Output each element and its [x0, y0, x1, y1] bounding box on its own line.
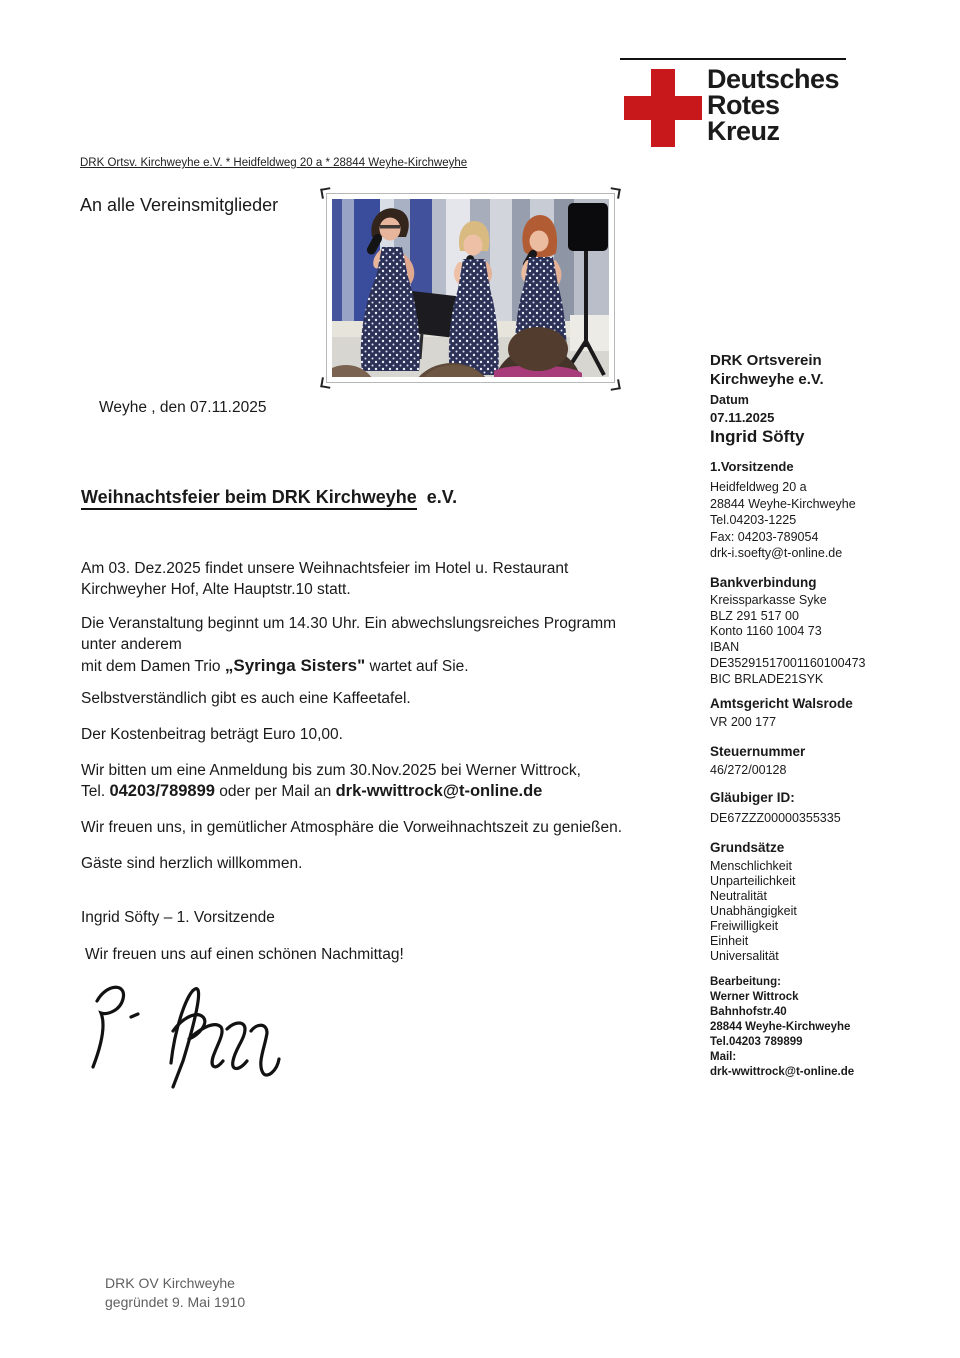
- registration-email: drk-wwittrock@t-online.de: [335, 782, 543, 800]
- paragraph-program: [81, 613, 616, 677]
- sidebar-date-value: 07.11.2025: [710, 410, 775, 425]
- trio-name: „Syringa Sisters": [224, 656, 366, 675]
- paragraph-line: Kirchweyher Hof, Alte Hauptstr.10 statt.: [81, 581, 351, 598]
- sidebar-editor-block: [710, 975, 854, 1080]
- logo-line-1: Deutsches: [707, 64, 840, 94]
- paragraph-line: oder per Mail an: [214, 783, 336, 800]
- paragraph-coffee: Selbstverständlich gibt es auch eine Kaffeetafel.: [81, 690, 411, 707]
- red-cross-icon: [624, 69, 702, 147]
- sidebar-chair-role: 1.Vorsitzende: [710, 459, 794, 474]
- sidebar-org-line1: DRK Ortsverein: [710, 352, 822, 369]
- sidebar-date-label: Datum: [710, 393, 749, 407]
- sidebar-email: drk-i.soefty@t-online.de: [710, 546, 843, 560]
- principle-item: Unabhängigkeit: [710, 904, 797, 918]
- subject-underlined: Weihnachtsfeier beim DRK Kirchweyhe: [81, 487, 417, 510]
- paragraph-line: Tel.: [81, 783, 110, 800]
- paragraph-registration: [81, 760, 581, 802]
- event-photo: [326, 193, 615, 383]
- signature-image: [75, 975, 305, 1090]
- principle-item: Universalität: [710, 949, 779, 963]
- recipient-line: An alle Vereinsmitglieder: [80, 195, 279, 215]
- sidebar-phone: Tel.04203-1225: [710, 513, 797, 527]
- paragraph-line: wartet auf Sie.: [365, 658, 469, 675]
- sidebar-editor-street: Bahnhofstr.40: [710, 1006, 787, 1018]
- registration-phone: 04203/789899: [109, 782, 215, 800]
- sidebar-bank-konto: Konto 1160 1004 73: [710, 624, 822, 639]
- sidebar-editor-label: Bearbeitung:: [710, 976, 781, 988]
- sidebar-editor-phone: Tel.04203 789899: [710, 1036, 803, 1048]
- paragraph-line: Wir bitten um eine Anmeldung bis zum 30.Nov.2025 bei Werner Wittrock,: [81, 762, 581, 779]
- principle-item: Menschlichkeit: [710, 859, 792, 873]
- paragraph-guests: Gäste sind herzlich willkommen.: [81, 855, 303, 872]
- sidebar-bank-details: [710, 593, 865, 687]
- sidebar-bank-bic: BIC BRLADE21SYK: [710, 671, 824, 686]
- footer-org: DRK OV Kirchweyhe: [105, 1275, 235, 1291]
- logo-line-2: Rotes: [707, 90, 780, 120]
- sidebar-creditor-value: DE67ZZZ00000355335: [710, 811, 841, 825]
- sender-address-line: DRK Ortsv. Kirchweyhe e.V. * Heidfeldweg 20 a * 28844 Weyhe-Kirchweyhe: [80, 157, 468, 169]
- sidebar-tax-value: 46/272/00128: [710, 763, 787, 777]
- sidebar-editor-email: drk-wwittrock@t-online.de: [710, 1066, 855, 1078]
- logo-top-rule: [620, 58, 846, 60]
- principle-item: Unparteilichkeit: [710, 874, 796, 888]
- sidebar-tax-header: Steuernummer: [710, 744, 806, 759]
- sidebar-address-city: 28844 Weyhe-Kirchweyhe: [710, 496, 856, 511]
- paragraph-venue: [81, 558, 568, 600]
- sidebar-editor-city: 28844 Weyhe-Kirchweyhe: [710, 1021, 851, 1033]
- trio-photo-illustration: [332, 199, 609, 377]
- paragraph-line: unter anderem: [81, 636, 182, 653]
- paragraph-line: Am 03. Dez.2025 findet unsere Weihnachtsfeier im Hotel u. Restaurant: [81, 560, 569, 577]
- principle-item: Einheit: [710, 934, 749, 948]
- sidebar-court-header: Amtsgericht Walsrode: [710, 696, 853, 711]
- sidebar-chair-name: Ingrid Söfty: [710, 427, 805, 446]
- photo-corner-mark: [320, 377, 332, 389]
- sidebar-bank-name: Kreissparkasse Syke: [710, 593, 827, 607]
- date-line: Weyhe , den 07.11.2025: [99, 399, 267, 416]
- sidebar-org: [710, 351, 824, 389]
- paragraph-line: Die Veranstaltung beginnt um 14.30 Uhr. Ein abwechslungsreiches Programm: [81, 615, 617, 632]
- photo-corner-mark: [609, 379, 621, 391]
- sidebar-fax: Fax: 04203-789054: [710, 529, 819, 544]
- subject-heading: [81, 487, 457, 508]
- sidebar-court-value: VR 200 177: [710, 715, 777, 729]
- footer-founded: gegründet 9. Mai 1910: [105, 1294, 246, 1310]
- sidebar-bank-blz: BLZ 291 517 00: [710, 608, 799, 623]
- photo-corner-mark: [609, 187, 621, 199]
- logo-line-3: Kreuz: [707, 116, 780, 146]
- sidebar-org-line2: Kirchweyhe e.V.: [710, 371, 824, 388]
- sidebar-principles-header: Grundsätze: [710, 840, 785, 855]
- sidebar-creditor-header: Gläubiger ID:: [710, 790, 795, 805]
- signature-name-line: Ingrid Söfty – 1. Vorsitzende: [81, 909, 275, 926]
- sidebar-bank-header: Bankverbindung: [710, 575, 817, 590]
- sidebar-principles-list: [710, 859, 797, 964]
- principle-item: Neutralität: [710, 889, 767, 903]
- sidebar-address: [710, 479, 856, 562]
- sidebar-address-street: Heidfeldweg 20 a: [710, 480, 807, 494]
- sidebar-editor-mail-label: Mail:: [710, 1051, 737, 1063]
- sidebar-editor-name: Werner Wittrock: [710, 991, 799, 1003]
- subject-suffix: e.V.: [416, 487, 458, 507]
- photo-corner-mark: [320, 187, 332, 199]
- sidebar-bank-iban-label: IBAN: [710, 640, 740, 655]
- paragraph-cost: Der Kostenbeitrag beträgt Euro 10,00.: [81, 726, 343, 743]
- logo-wordmark: [707, 66, 839, 144]
- closing-line: Wir freuen uns auf einen schönen Nachmittag!: [85, 946, 404, 963]
- footer: [105, 1274, 245, 1312]
- principle-item: Freiwilligkeit: [710, 919, 779, 933]
- sidebar-bank-iban: DE35291517001160100473: [710, 655, 866, 670]
- paragraph-line: mit dem Damen Trio: [81, 658, 225, 675]
- paragraph-atmosphere: Wir freuen uns, in gemütlicher Atmosphäre die Vorweihnachtszeit zu genießen.: [81, 819, 623, 836]
